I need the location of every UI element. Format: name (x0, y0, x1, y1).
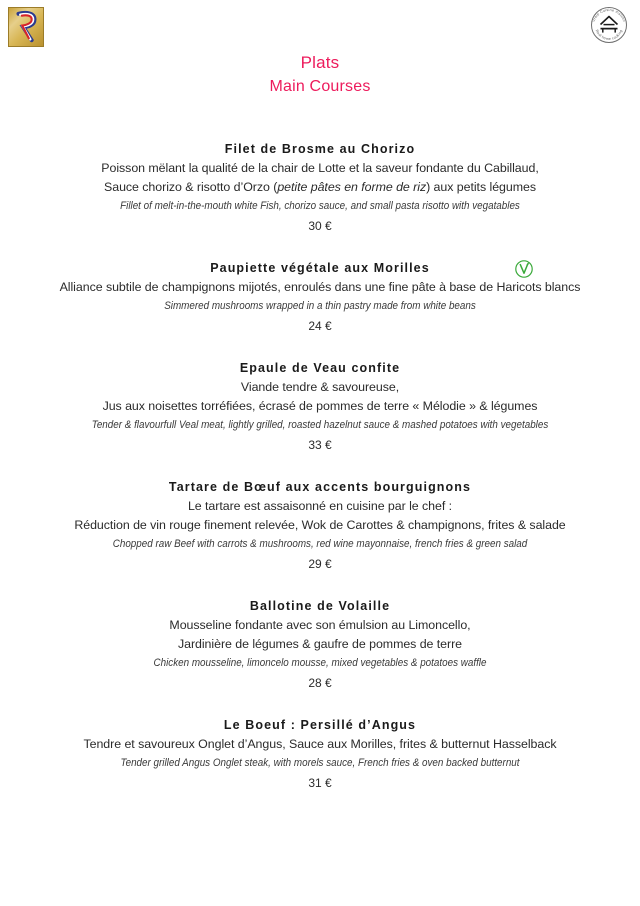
vegetarian-icon (514, 259, 534, 279)
menu-item-description-fr: Le tartare est assaisonné en cuisine par le chef : (187, 499, 453, 513)
menu-item-description-fr: Alliance subtile de champignons mijotés, enroulés dans une fine pâte à base de Haricots blancs (59, 280, 581, 294)
menu-list (0, 140, 640, 816)
page-title-block (0, 52, 640, 97)
menu-item-title-row (0, 140, 640, 159)
restaurant-monogram-logo (8, 7, 44, 47)
menu-item-description-fr: Sauce chorizo & risotto d’Orzo (petite pâtes en forme de riz) aux petits légumes (104, 180, 536, 194)
menu-item-description-fr: Jardinière de légumes & gaufre de pommes de terre (177, 637, 463, 651)
page-subtitle: Main Courses (269, 78, 371, 95)
menu-item-description-en: Tender & flavourfull Veal meat, lightly grilled, roasted hazelnut sauce & mashed potatoes with vegetables (91, 419, 549, 431)
menu-item-title-row (0, 716, 640, 735)
menu-item-description-en: Simmered mushrooms wrapped in a thin pastry made from white beans (164, 300, 476, 312)
page-title: Plats (300, 53, 340, 72)
menu-item-description-fr: Tendre et savoureux Onglet d’Angus, Sauce aux Morilles, frites & butternut Hasselback (83, 737, 557, 751)
menu-item-title: Tartare de Bœuf aux accents bourguignons (168, 480, 472, 494)
menu-item-description-fr: Mousseline fondante avec son émulsion au Limoncello, (169, 618, 471, 632)
menu-item-description-fr: Viande tendre & savoureuse, (240, 380, 400, 394)
menu-item-description-note: petite pâtes en forme de riz (277, 180, 427, 194)
menu-item-title: Ballotine de Volaille (249, 599, 391, 613)
menu-item-title: Filet de Brosme au Chorizo (224, 142, 416, 156)
menu-item-title: Le Boeuf : Persillé d’Angus (223, 718, 417, 732)
menu-item-title-row (0, 478, 640, 497)
menu-item-price: 31 € (308, 776, 332, 790)
menu-item-description-en: Chicken mousseline, limoncelo mousse, mixed vegetables & potatoes waffle (153, 657, 487, 669)
menu-item (0, 259, 640, 336)
menu-item (0, 478, 640, 574)
menu-item (0, 140, 640, 236)
menu-item-title: Epaule de Veau confite (239, 361, 401, 375)
menu-item-title: Paupiette végétale aux Morilles (210, 261, 430, 275)
menu-item-description-fr: Poisson mëlant la qualité de la chair de Lotte et la saveur fondante du Cabillaud, (101, 161, 539, 175)
menu-item-price: 33 € (308, 438, 332, 452)
menu-item-description-fr: Réduction de vin rouge finement relevée, Wok de Carottes & champignons, frites & salade (74, 518, 566, 532)
menu-item-title-row (0, 259, 640, 278)
svg-text:Real home cooking: Real home cooking (594, 29, 624, 42)
monogram-r-icon (9, 8, 43, 46)
menu-item-price: 24 € (308, 319, 332, 333)
fait-maison-stamp (587, 3, 631, 47)
menu-item-price: 28 € (308, 676, 332, 690)
menu-item-title-row (0, 597, 640, 616)
svg-text:Vraie Cuisine maison: Vraie Cuisine maison (591, 7, 627, 23)
menu-item-title-row (0, 359, 640, 378)
menu-item-price: 30 € (308, 219, 332, 233)
menu-item-description-en: Chopped raw Beef with carrots & mushrooms, red wine mayonnaise, french fries & green salad (112, 538, 528, 550)
fait-maison-stamp-icon (587, 3, 631, 47)
menu-item-price: 29 € (308, 557, 332, 571)
menu-item-description-en: Fillet of melt-in-the-mouth white Fish, chorizo sauce, and small pasta risotto with vegatables (120, 200, 520, 212)
menu-item (0, 597, 640, 693)
menu-item (0, 716, 640, 793)
menu-item-description-fr: Jus aux noisettes torréfiées, écrasé de pommes de terre « Mélodie » & légumes (102, 399, 538, 413)
menu-item-description-en: Tender grilled Angus Onglet steak, with morels sauce, French fries & oven backed butternut (120, 757, 520, 769)
menu-item (0, 359, 640, 455)
